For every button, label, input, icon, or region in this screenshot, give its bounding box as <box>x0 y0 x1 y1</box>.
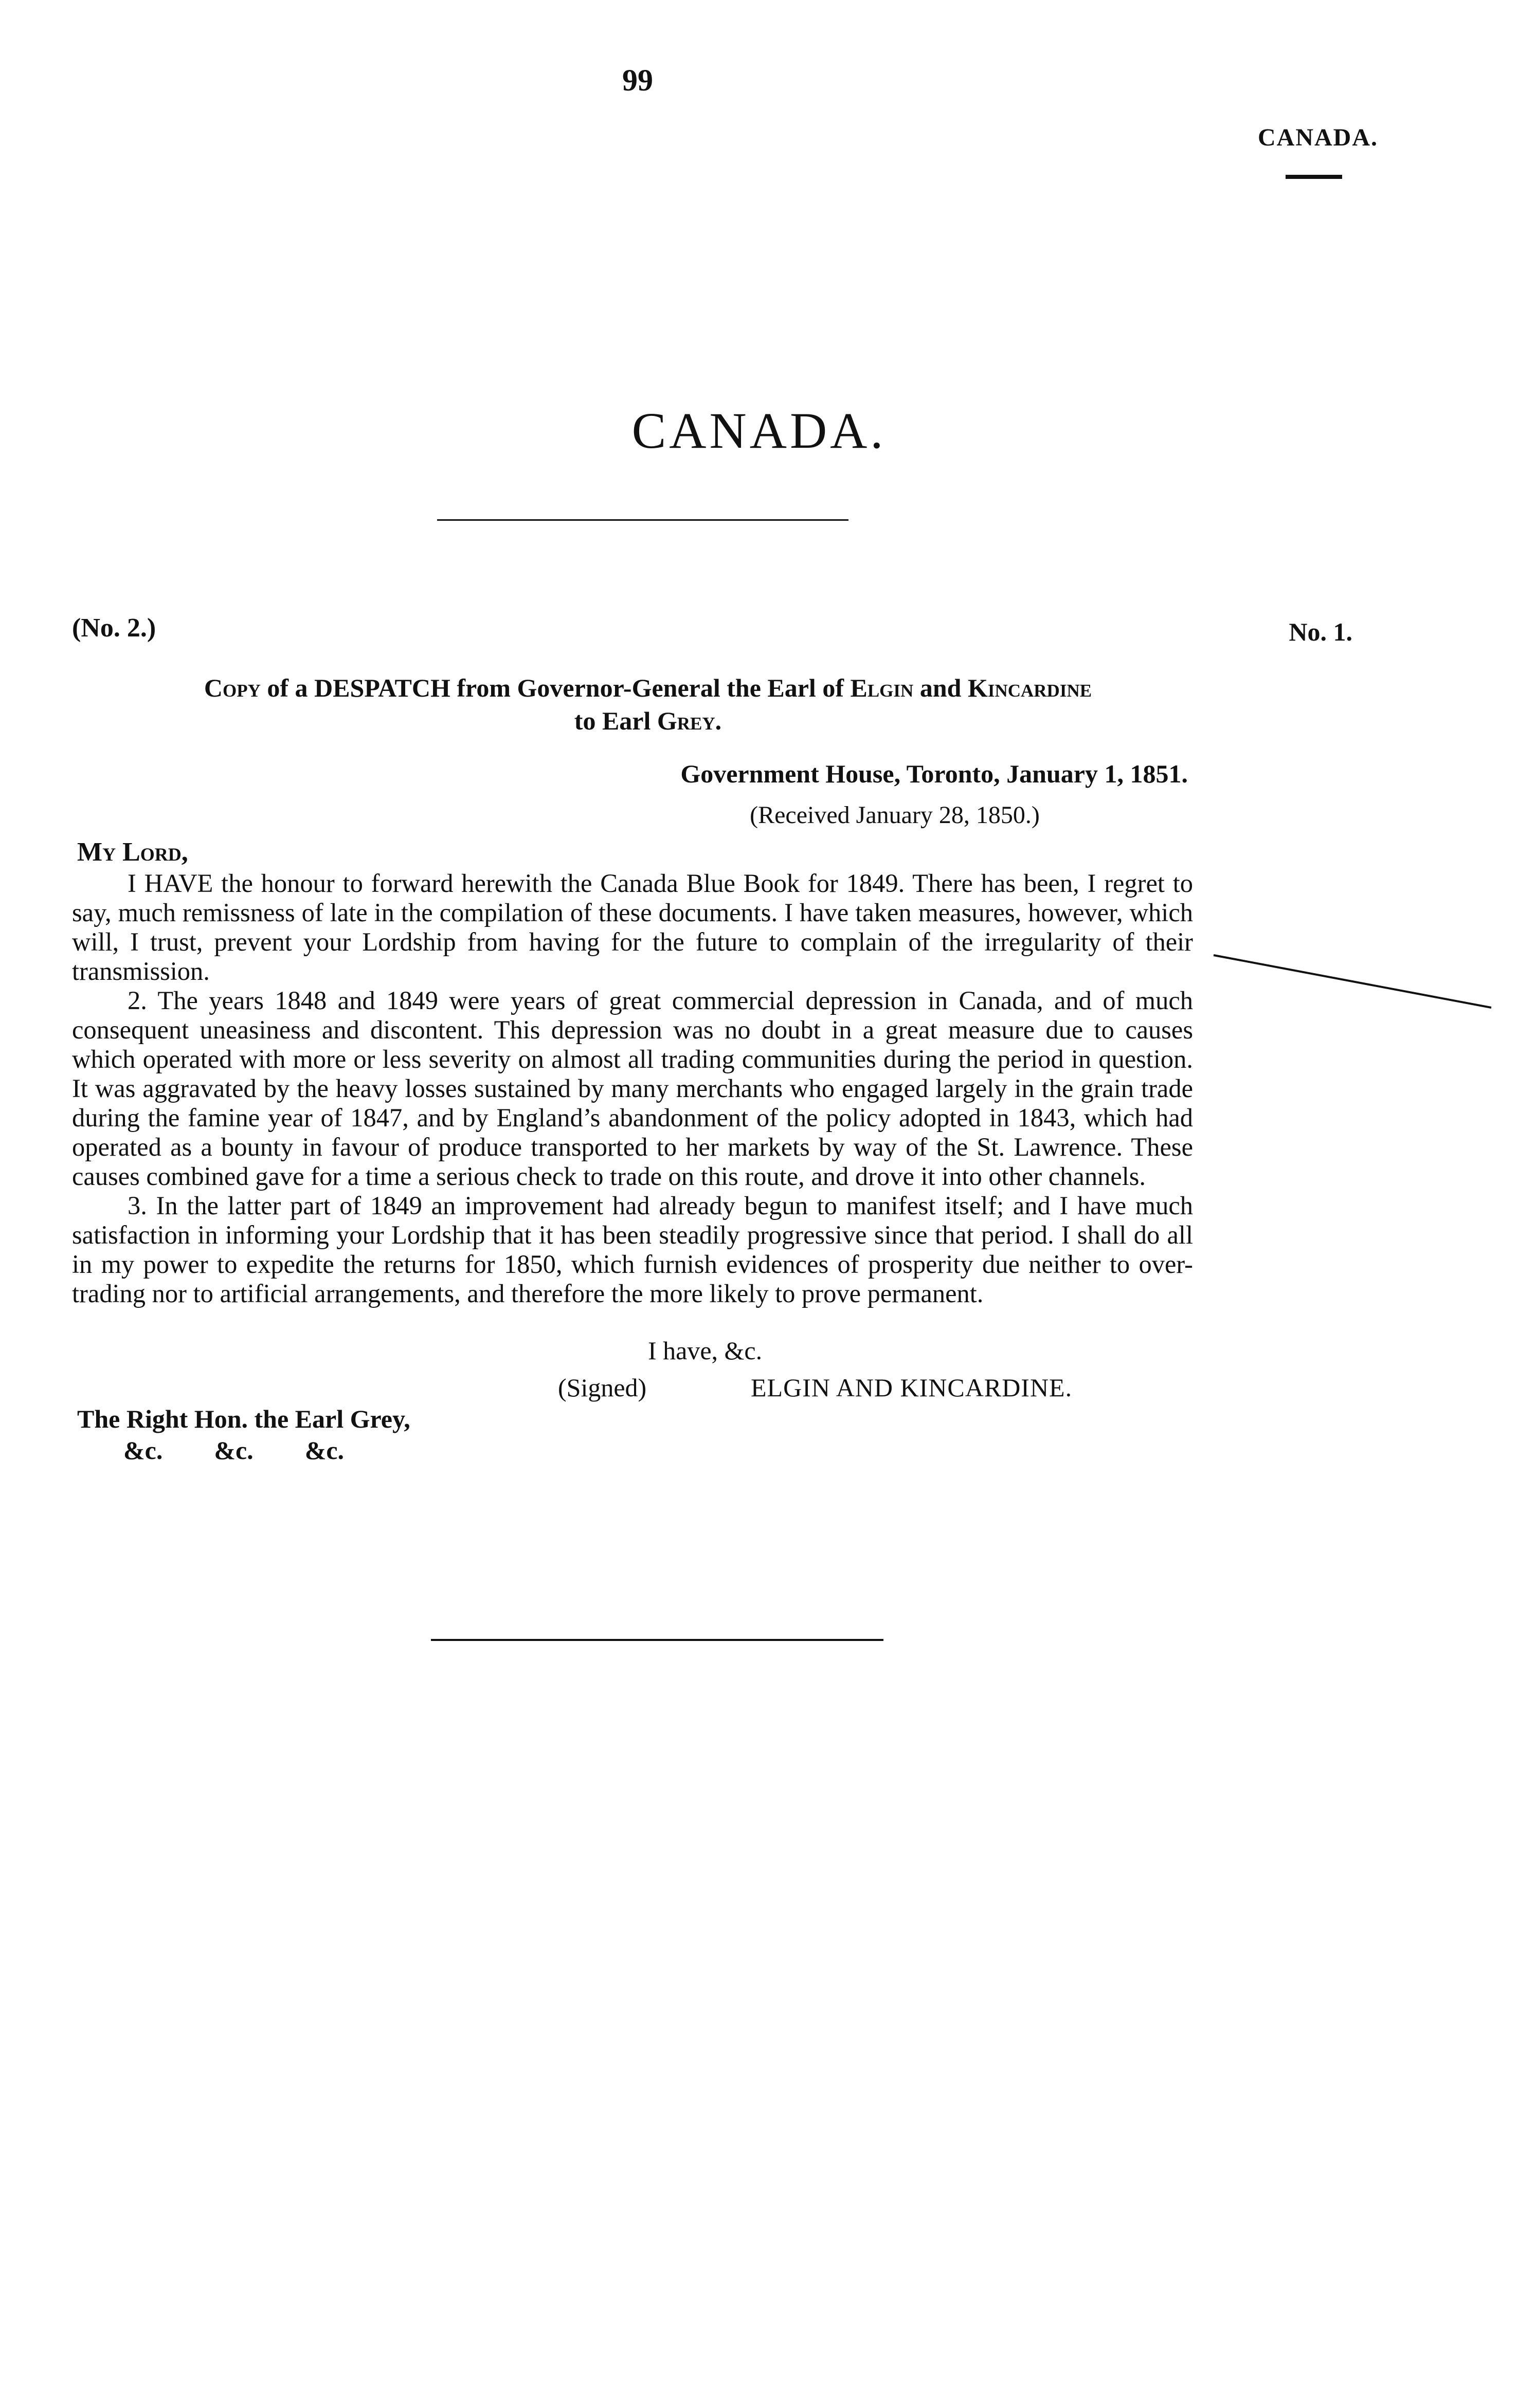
section-title: CANADA. <box>631 402 887 459</box>
heading-despatch: DESPATCH <box>314 673 450 702</box>
paragraph-2: 2. The years 1848 and 1849 were years of great commercial depression in Canada, and of much consequent uneasiness and discontent. This depression was no doubt in a great measure due to causes which operated with more or less severity on almost all trading communities during the period in question. It was aggravated by the heavy losses sustained by many merchants who engaged largely in the grain trade during the famine year of 1847, and by England’s abandonment of the policy adopted in 1843, which had operated as a bounty in favour of produce transported to her markets by way of the St. Lawrence. These causes combined gave for a time a serious check to trade on this route, and drove it into other channels. <box>72 986 1193 1191</box>
despatch-heading <box>72 671 1224 737</box>
etc-1: &c. <box>123 1436 163 1465</box>
heading-kincardine: Kincardine <box>967 673 1092 702</box>
document-number: (No. 2.) <box>72 613 156 643</box>
paragraph-1: I HAVE the honour to forward herewith the Canada Blue Book for 1849. There has been, I regret to say, much remissness of late in the compilation of these documents. I have taken measures, however, which will, I trust, prevent your Lordship from having for the future to complain of the irregularity of their transmission. <box>72 869 1193 986</box>
heading-to-earl: to Earl <box>574 706 657 735</box>
bottom-rule <box>431 1639 883 1641</box>
page-number: 99 <box>622 63 653 97</box>
heading-copy: Copy <box>204 673 261 702</box>
heading-elgin: Elgin <box>850 673 914 702</box>
running-head-rule <box>1286 175 1342 179</box>
signed-label: (Signed) <box>558 1373 647 1402</box>
running-head: CANADA. <box>1258 124 1378 151</box>
etc-3: &c. <box>304 1436 345 1465</box>
addressee-etc <box>123 1435 395 1465</box>
paragraph-3: 3. In the latter part of 1849 an improvement had already begun to manifest itself; and I have much satisfaction in informing your Lordship that it has been steadily progressive since that period. I shall do all in my power to expedite the returns for 1850, which furnish evidences of prosperity due neither to over-trading nor to artificial arrangements, and therefore the more likely to prove permanent. <box>72 1191 1193 1308</box>
etc-2: &c. <box>214 1436 254 1465</box>
letter-body <box>72 869 1193 1308</box>
heading-of-a: of a <box>260 673 315 702</box>
closing: I have, &c. <box>648 1336 763 1365</box>
margin-number: No. 1. <box>1289 617 1352 646</box>
signatory: ELGIN AND KINCARDINE. <box>751 1373 1073 1402</box>
heading-and: and <box>913 673 968 702</box>
dateline: Government House, Toronto, January 1, 1851. <box>680 759 1188 788</box>
heading-from: from Governor-General the Earl of <box>450 673 851 702</box>
salutation: My Lord, <box>77 837 188 867</box>
addressee: The Right Hon. the Earl Grey, <box>77 1404 410 1433</box>
received-date: (Received January 28, 1850.) <box>750 801 1040 829</box>
margin-pointer-line <box>1183 925 1512 1028</box>
title-rule <box>437 519 848 521</box>
heading-grey: Grey. <box>657 706 722 735</box>
